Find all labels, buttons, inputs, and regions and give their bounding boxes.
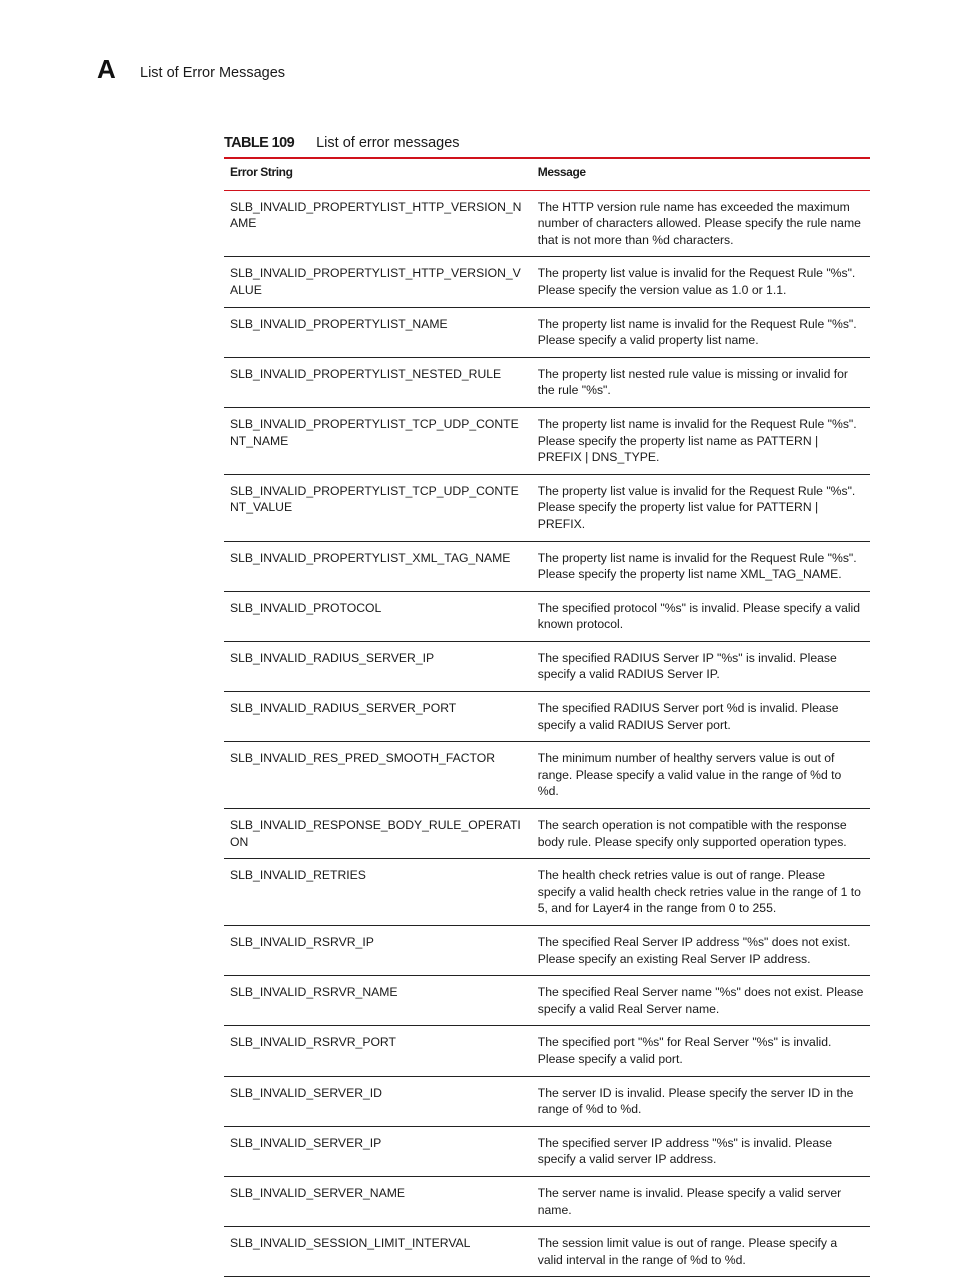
error-string-cell: SLB_INVALID_PROPERTYLIST_TCP_UDP_CONTENT_NAME	[224, 407, 532, 474]
table-row	[224, 641, 870, 691]
message-cell: The specified protocol "%s" is invalid. Please specify a valid known protocol.	[532, 591, 870, 641]
table-header-row	[224, 158, 870, 190]
table-row	[224, 1176, 870, 1226]
table-row	[224, 190, 870, 257]
table-row	[224, 692, 870, 742]
table-row	[224, 357, 870, 407]
error-string-cell: SLB_INVALID_SERVER_NAME	[224, 1176, 532, 1226]
message-cell: The health check retries value is out of range. Please specify a valid health check retries value in the range of 1 to 5, and for Layer4 in the range from 0 to 255.	[532, 859, 870, 926]
error-string-cell: SLB_INVALID_RETRIES	[224, 859, 532, 926]
message-cell: The property list name is invalid for the Request Rule "%s". Please specify the property list name as PATTERN | PREFIX | DNS_TYPE.	[532, 407, 870, 474]
column-header-error-string: Error String	[224, 158, 532, 190]
error-string-cell: SLB_INVALID_PROPERTYLIST_NESTED_RULE	[224, 357, 532, 407]
message-cell: The specified server IP address "%s" is invalid. Please specify a valid server IP address.	[532, 1126, 870, 1176]
error-string-cell: SLB_INVALID_PROTOCOL	[224, 591, 532, 641]
message-cell: The property list nested rule value is missing or invalid for the rule "%s".	[532, 357, 870, 407]
error-string-cell: SLB_INVALID_PROPERTYLIST_HTTP_VERSION_NAME	[224, 190, 532, 257]
error-string-cell: SLB_INVALID_SERVER_IP	[224, 1126, 532, 1176]
table-row	[224, 1076, 870, 1126]
table-row	[224, 307, 870, 357]
error-string-cell: SLB_INVALID_RADIUS_SERVER_PORT	[224, 692, 532, 742]
message-cell: The specified Real Server IP address "%s" does not exist. Please specify an existing Real Server IP address.	[532, 926, 870, 976]
error-string-cell: SLB_INVALID_PROPERTYLIST_NAME	[224, 307, 532, 357]
message-cell: The search operation is not compatible with the response body rule. Please specify only supported operation types.	[532, 809, 870, 859]
message-cell: The specified RADIUS Server port %d is invalid. Please specify a valid RADIUS Server port.	[532, 692, 870, 742]
table-number: TABLE 109	[224, 135, 295, 151]
chapter-letter: A	[97, 54, 116, 84]
message-cell: The session limit value is out of range. Please specify a valid interval in the range of %d to %d.	[532, 1227, 870, 1277]
message-cell: The property list value is invalid for the Request Rule "%s". Please specify the property list value for PATTERN | PREFIX.	[532, 474, 870, 541]
message-cell: The specified Real Server name "%s" does not exist. Please specify a valid Real Server name.	[532, 976, 870, 1026]
table-row	[224, 1026, 870, 1076]
error-string-cell: SLB_INVALID_RSRVR_IP	[224, 926, 532, 976]
error-string-cell: SLB_INVALID_RSRVR_NAME	[224, 976, 532, 1026]
table-row	[224, 976, 870, 1026]
error-string-cell: SLB_INVALID_RESPONSE_BODY_RULE_OPERATION	[224, 809, 532, 859]
message-cell: The server name is invalid. Please specify a valid server name.	[532, 1176, 870, 1226]
message-cell: The property list name is invalid for the Request Rule "%s". Please specify the property list name XML_TAG_NAME.	[532, 541, 870, 591]
message-cell: The specified RADIUS Server IP "%s" is invalid. Please specify a valid RADIUS Server IP.	[532, 641, 870, 691]
table-row	[224, 1227, 870, 1277]
table-row	[224, 742, 870, 809]
error-string-cell: SLB_INVALID_PROPERTYLIST_TCP_UDP_CONTENT_VALUE	[224, 474, 532, 541]
table-row	[224, 591, 870, 641]
table-caption	[224, 135, 460, 151]
error-string-cell: SLB_INVALID_SESSION_LIMIT_INTERVAL	[224, 1227, 532, 1277]
column-header-message: Message	[532, 158, 870, 190]
message-cell: The server ID is invalid. Please specify the server ID in the range of %d to %d.	[532, 1076, 870, 1126]
error-string-cell: SLB_INVALID_SERVER_ID	[224, 1076, 532, 1126]
table-row	[224, 257, 870, 307]
table-caption-text: List of error messages	[316, 135, 460, 151]
table-row	[224, 1126, 870, 1176]
error-string-cell: SLB_INVALID_RSRVR_PORT	[224, 1026, 532, 1076]
message-cell: The property list name is invalid for the Request Rule "%s". Please specify a valid property list name.	[532, 307, 870, 357]
error-messages-table	[224, 157, 870, 1277]
error-string-cell: SLB_INVALID_PROPERTYLIST_XML_TAG_NAME	[224, 541, 532, 591]
message-cell: The specified port "%s" for Real Server "%s" is invalid. Please specify a valid port.	[532, 1026, 870, 1076]
table-row	[224, 859, 870, 926]
error-string-cell: SLB_INVALID_PROPERTYLIST_HTTP_VERSION_VALUE	[224, 257, 532, 307]
table-row	[224, 407, 870, 474]
message-cell: The property list value is invalid for the Request Rule "%s". Please specify the version value as 1.0 or 1.1.	[532, 257, 870, 307]
error-string-cell: SLB_INVALID_RES_PRED_SMOOTH_FACTOR	[224, 742, 532, 809]
error-string-cell: SLB_INVALID_RADIUS_SERVER_IP	[224, 641, 532, 691]
message-cell: The HTTP version rule name has exceeded the maximum number of characters allowed. Please specify the rule name that is not more than %d characters.	[532, 190, 870, 257]
table-row	[224, 809, 870, 859]
table-row	[224, 474, 870, 541]
chapter-title: List of Error Messages	[140, 65, 286, 81]
table-row	[224, 926, 870, 976]
table-row	[224, 541, 870, 591]
message-cell: The minimum number of healthy servers value is out of range. Please specify a valid value in the range of %d to %d.	[532, 742, 870, 809]
